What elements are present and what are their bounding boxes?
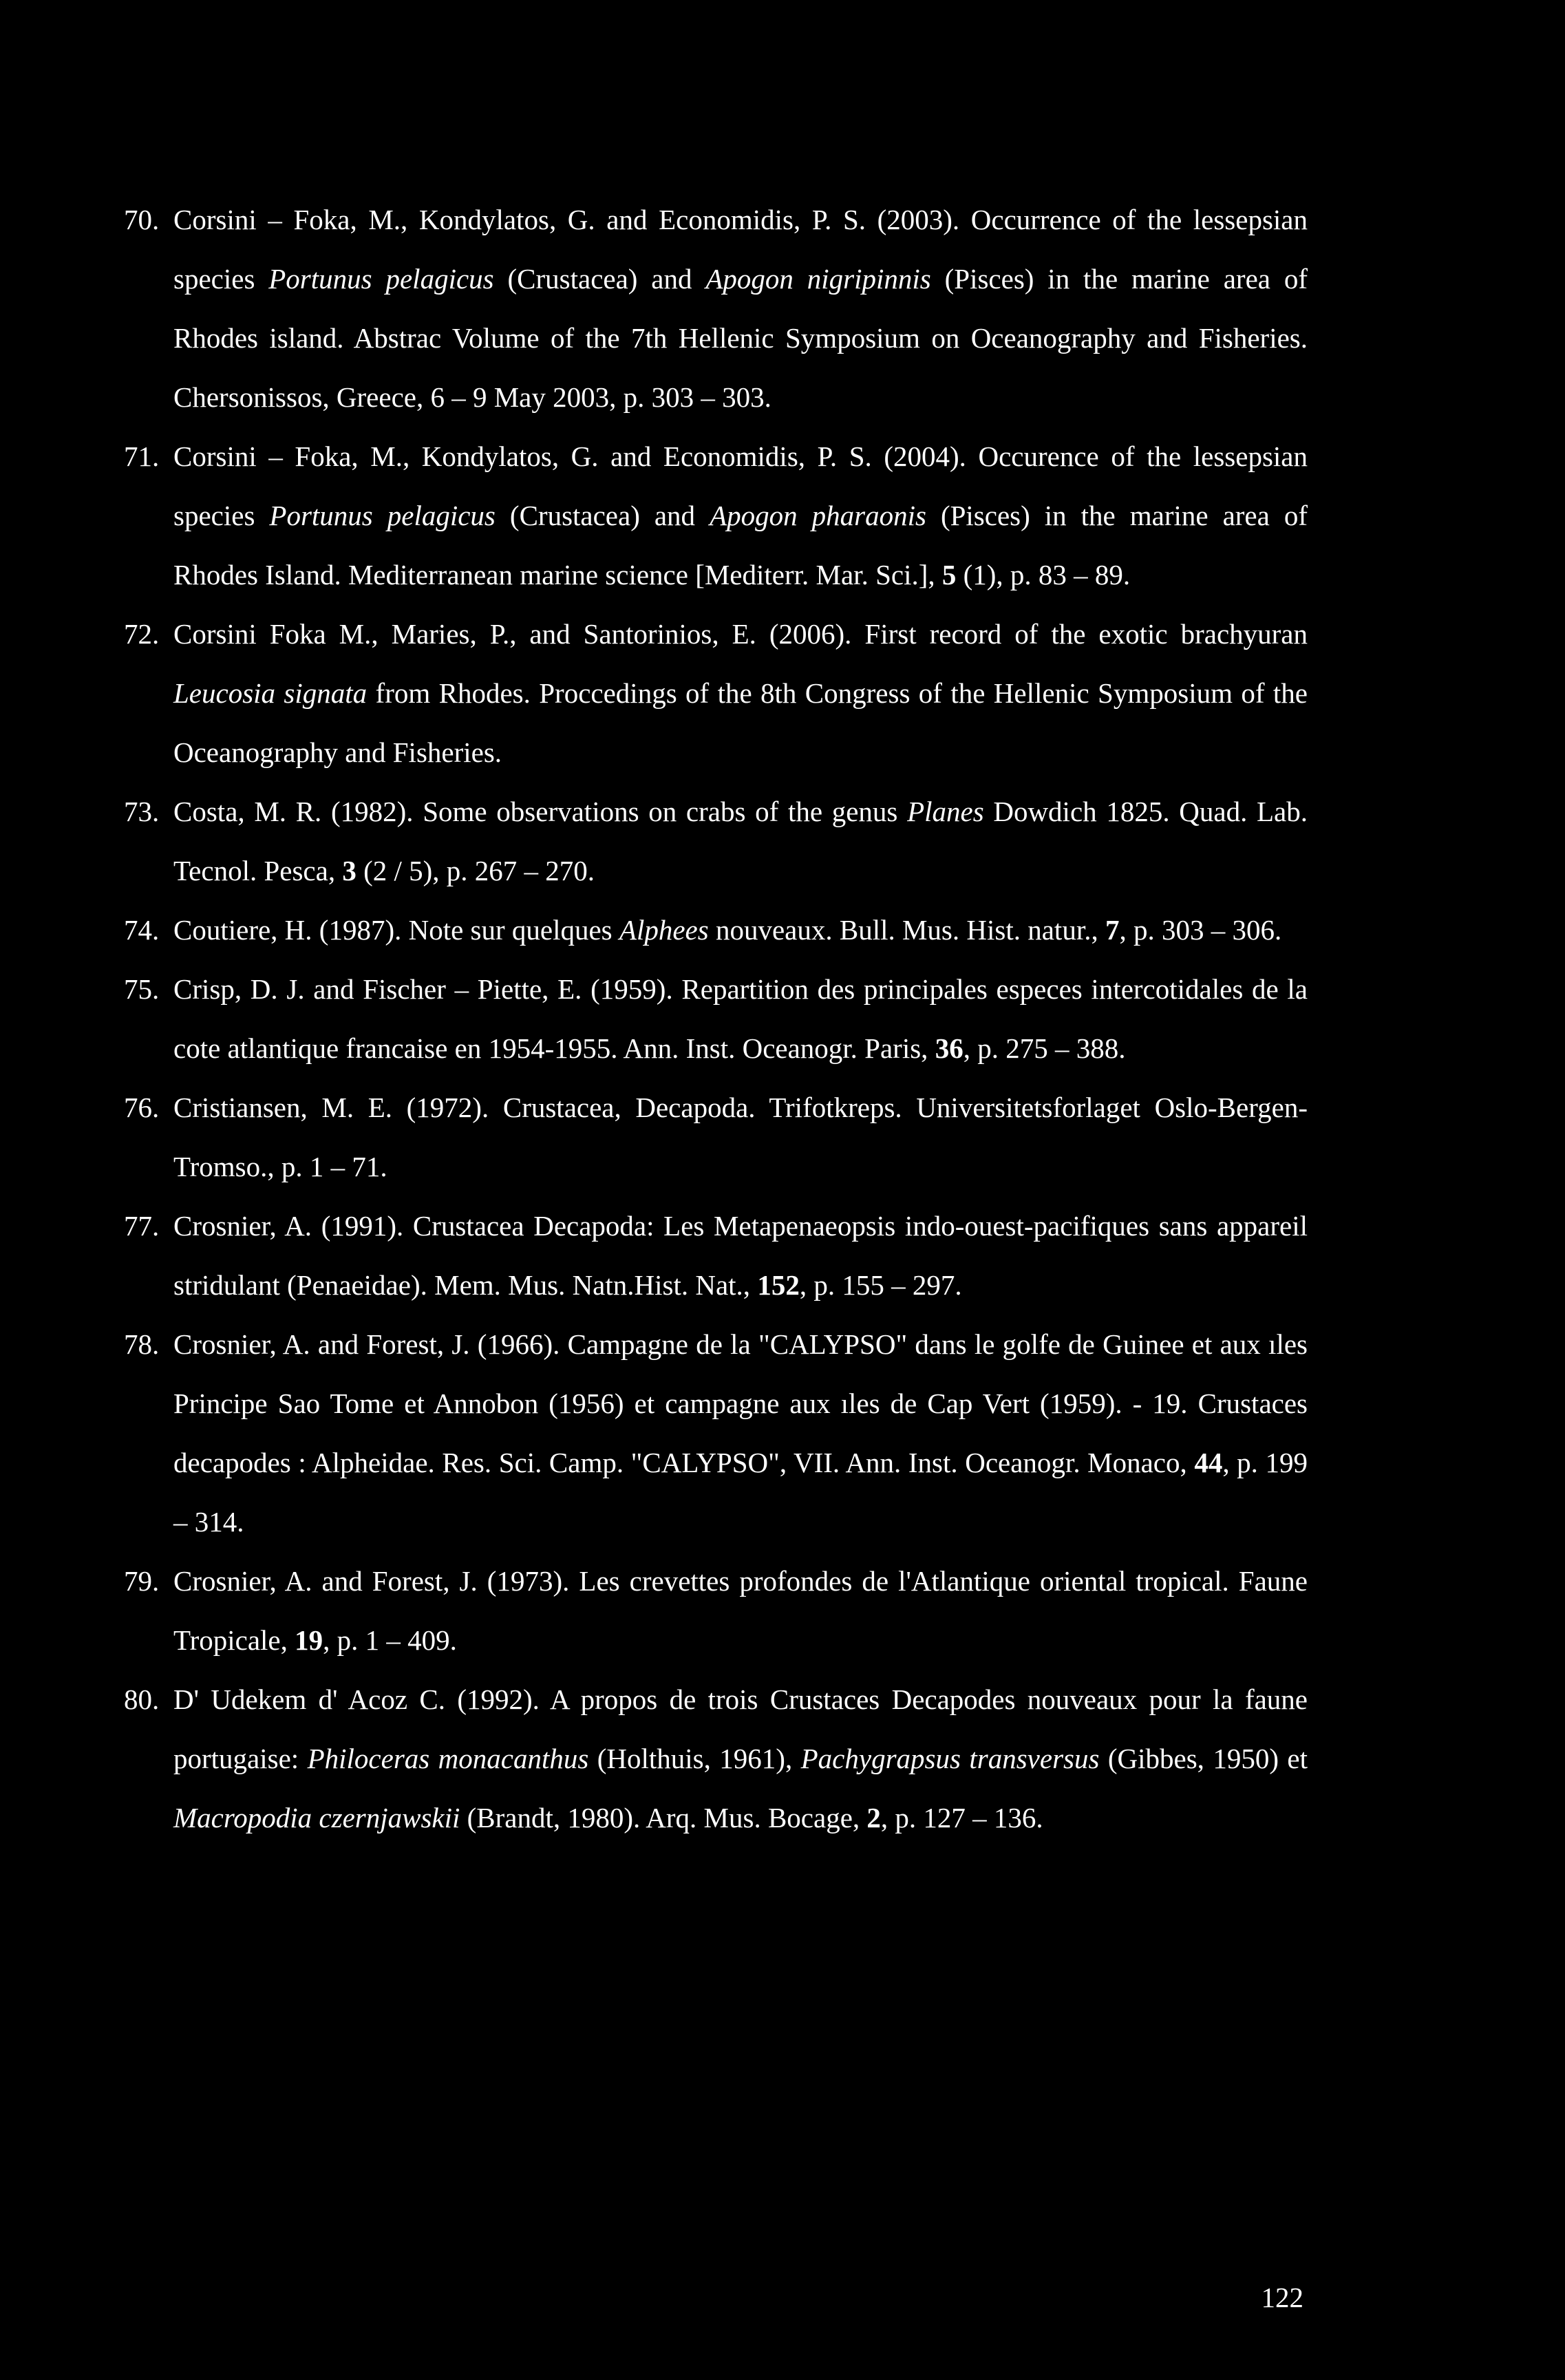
reference-text	[173, 959, 1308, 1078]
reference-number: 74.	[124, 914, 160, 946]
page-number: 122	[1261, 2282, 1303, 2313]
reference-text	[173, 427, 1308, 604]
reference-number: 80.	[124, 1683, 160, 1715]
reference-text	[173, 1315, 1308, 1551]
reference-text	[173, 1551, 1308, 1670]
reference-entry	[124, 190, 1308, 427]
reference-text-segment: (1), p. 83 – 89.	[956, 559, 1131, 591]
reference-text-segment: from Rhodes. Proccedings of the 8th Congress of the Hellenic Symposium of the Oceanography and Fisheries.	[173, 677, 1308, 768]
volume-number: 36	[935, 1032, 964, 1064]
reference-text-segment: Crosnier, A. (1991). Crustacea Decapoda: Les Metapenaeopsis indo-ouest-pacifiques sans appareil stridulant (Penaeidae). Mem. Mus. Natn.Hist. Nat.,	[173, 1210, 1308, 1301]
reference-number: 79.	[124, 1565, 160, 1597]
reference-number: 72.	[124, 618, 160, 650]
reference-number: 77.	[124, 1210, 160, 1242]
species-name: Philoceras monacanthus	[307, 1743, 589, 1774]
reference-text-segment: Corsini – Foka, M., Kondylatos, G. and Economidis, P. S. (2004). Occurence of the lessepsian species	[173, 440, 1308, 531]
species-name: Apogon nigripinnis	[705, 263, 931, 295]
volume-number: 19	[295, 1624, 323, 1656]
species-name: Portunus pelagicus	[268, 263, 494, 295]
reference-text-segment: Corsini Foka M., Maries, P., and Santorinios, E. (2006). First record of the exotic brachyuran	[173, 618, 1308, 650]
species-name: Pachygrapsus transversus	[800, 1743, 1100, 1774]
reference-text	[173, 900, 1308, 959]
species-name: Apogon pharaonis	[710, 500, 926, 531]
reference-text	[173, 1078, 1308, 1196]
reference-entry	[124, 1315, 1308, 1551]
reference-text	[173, 1196, 1308, 1315]
reference-text-segment: Crosnier, A. and Forest, J. (1973). Les crevettes profondes de l'Atlantique oriental tropical. Faune Tropicale,	[173, 1565, 1308, 1656]
reference-text-segment: Costa, M. R. (1982). Some observations on crabs of the genus	[173, 796, 908, 827]
reference-text-segment: (2 / 5), p. 267 – 270.	[356, 855, 595, 886]
reference-text-segment: Crisp, D. J. and Fischer – Piette, E. (1959). Repartition des principales especes intercotidales de la cote atlantique francaise en 1954-1955. Ann. Inst. Oceanogr. Paris,	[173, 973, 1308, 1064]
reference-text-segment: (Gibbes, 1950) et	[1099, 1743, 1308, 1774]
species-name: Portunus pelagicus	[269, 500, 496, 531]
reference-text-segment: Coutiere, H. (1987). Note sur quelques	[173, 914, 619, 946]
reference-entry	[124, 1670, 1308, 1847]
reference-text-segment: (Pisces) in the marine area of Rhodes island. Abstrac Volume of the 7th Hellenic Symposium on Oceanography and Fisheries. Chersonissos, Greece, 6 – 9 May 2003, p. 303 – 303.	[173, 263, 1308, 413]
reference-number: 78.	[124, 1328, 160, 1360]
reference-number: 76.	[124, 1092, 160, 1123]
reference-number: 73.	[124, 796, 160, 827]
reference-text-segment: Dowdich 1825. Quad. Lab. Tecnol. Pesca,	[173, 796, 1308, 886]
reference-text	[173, 1670, 1308, 1847]
reference-text	[173, 604, 1308, 782]
reference-text-segment: (Crustacea) and	[493, 263, 706, 295]
reference-entry	[124, 604, 1308, 782]
reference-text-segment: (Brandt, 1980). Arq. Mus. Bocage,	[460, 1802, 867, 1834]
reference-text	[173, 190, 1308, 427]
genus-name: Alphees	[619, 914, 709, 946]
reference-entry	[124, 427, 1308, 604]
reference-text-segment: , p. 127 – 136.	[880, 1802, 1043, 1834]
reference-text	[173, 782, 1308, 900]
reference-text-segment: , p. 155 – 297.	[799, 1269, 962, 1301]
reference-text-segment: , p. 1 – 409.	[323, 1624, 457, 1656]
volume-number: 152	[757, 1269, 800, 1301]
reference-text-segment: Crosnier, A. and Forest, J. (1966). Campagne de la "CALYPSO" dans le golfe de Guinee et aux ıles Principe Sao Tome et Annobon (1956) et campagne aux ıles de Cap Vert (1959). - 19. Crustaces decapodes : Alpheidae. Res. Sci. Camp. "CALYPSO", VII. Ann. Inst. Oceanogr. Monaco,	[173, 1328, 1308, 1478]
reference-entry	[124, 959, 1308, 1078]
volume-number: 44	[1194, 1447, 1223, 1478]
reference-text-segment: nouveaux. Bull. Mus. Hist. natur.,	[708, 914, 1105, 946]
species-name: Macropodia czernjawskii	[173, 1802, 460, 1834]
reference-entry	[124, 1078, 1308, 1196]
reference-entry	[124, 1196, 1308, 1315]
reference-list	[124, 190, 1308, 1847]
reference-number: 75.	[124, 973, 160, 1005]
reference-text-segment: , p. 199 – 314.	[173, 1447, 1308, 1538]
volume-number: 5	[941, 559, 957, 591]
genus-name: Planes	[907, 796, 984, 827]
reference-text-segment: , p. 275 – 388.	[963, 1032, 1126, 1064]
reference-entry	[124, 900, 1308, 959]
reference-text-segment: (Crustacea) and	[495, 500, 710, 531]
reference-text-segment: , p. 303 – 306.	[1119, 914, 1282, 946]
reference-text-segment: Cristiansen, M. E. (1972). Crustacea, Decapoda. Trifotkreps. Universitetsforlaget Oslo-Bergen-Tromso., p. 1 – 71.	[173, 1092, 1308, 1182]
reference-text-segment: Corsini – Foka, M., Kondylatos, G. and Economidis, P. S. (2003). Occurrence of the lessepsian species	[173, 204, 1308, 295]
reference-entry	[124, 1551, 1308, 1670]
volume-number: 2	[866, 1802, 881, 1834]
volume-number: 3	[342, 855, 356, 886]
reference-entry	[124, 782, 1308, 900]
volume-number: 7	[1105, 914, 1120, 946]
reference-text-segment: (Pisces) in the marine area of Rhodes Island. Mediterranean marine science [Mediterr. Mar. Sci.],	[173, 500, 1308, 591]
species-name: Leucosia signata	[173, 677, 368, 709]
reference-text-segment: (Holthuis, 1961),	[588, 1743, 801, 1774]
reference-number: 70.	[124, 204, 160, 235]
reference-text-segment: D' Udekem d' Acoz C. (1992). A propos de trois Crustaces Decapodes nouveaux pour la faune portugaise:	[173, 1683, 1308, 1774]
reference-number: 71.	[124, 440, 160, 472]
